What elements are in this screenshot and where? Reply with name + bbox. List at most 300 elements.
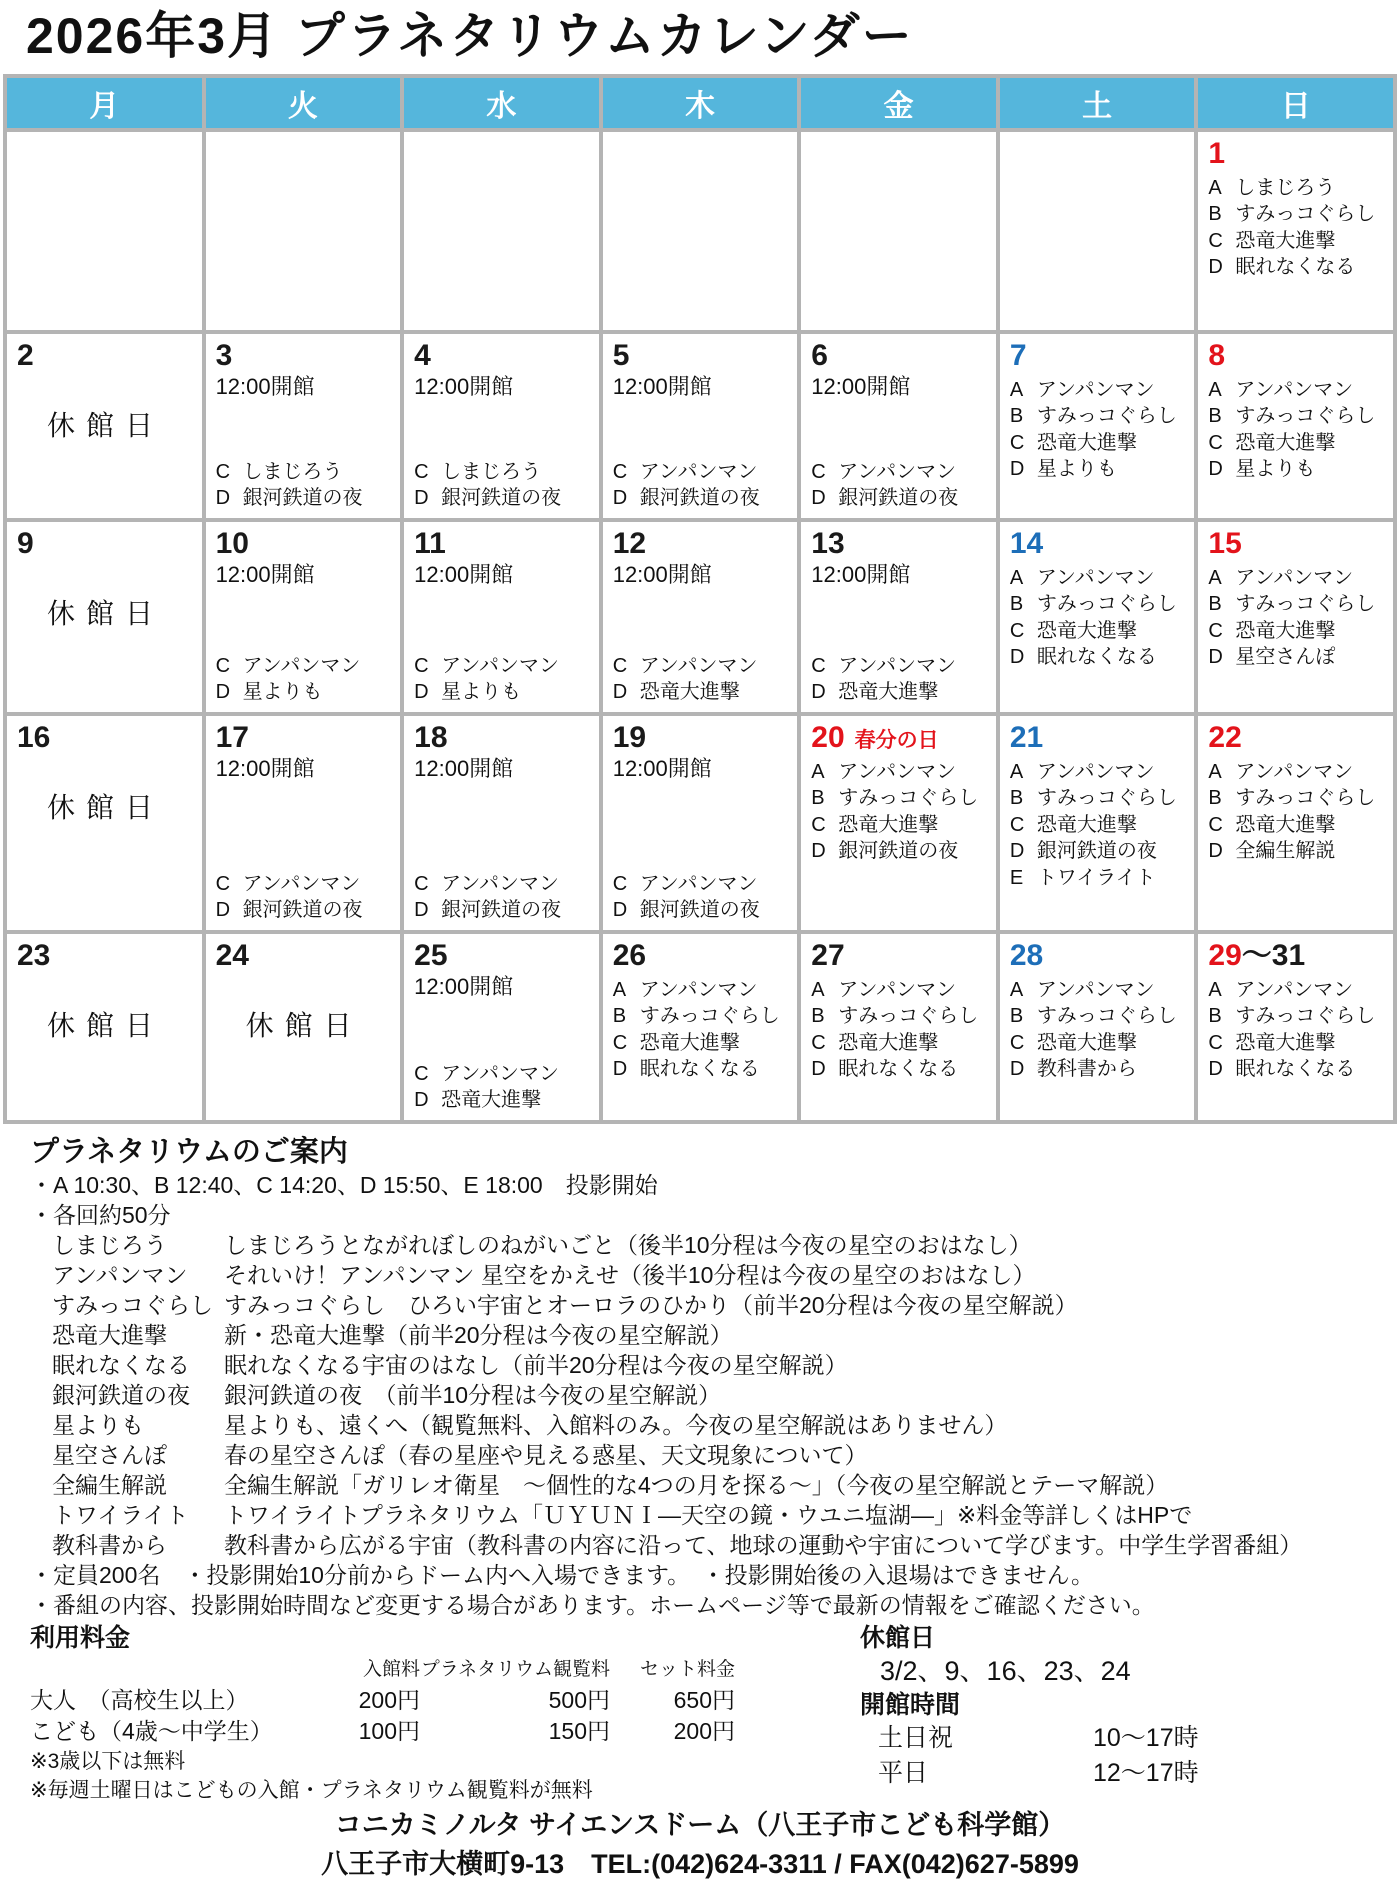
page-title: 2026年3月 プラネタリウムカレンダー <box>26 8 914 64</box>
program-list <box>613 653 792 706</box>
open-time-label: 12:00開館 <box>414 374 514 400</box>
program-code: C <box>1208 431 1223 454</box>
day-cell-6 <box>801 334 996 518</box>
day-number <box>216 339 395 373</box>
program-line <box>414 485 593 511</box>
program-code: D <box>811 840 826 863</box>
fee-value: 650円 <box>673 1686 735 1713</box>
program-line <box>613 897 792 923</box>
program-name: 恐竜大進撃 <box>838 681 939 704</box>
program-code: D <box>1009 1058 1025 1081</box>
program-name: アンパンマン <box>838 654 957 677</box>
program-code: C <box>1208 1031 1223 1054</box>
day-number <box>613 339 792 373</box>
program-list <box>811 759 990 865</box>
program-name: アンパンマン <box>838 979 957 1002</box>
program-name: アンパンマン <box>838 761 957 784</box>
program-description-name: 恐竜大進撃 <box>52 1321 167 1348</box>
program-code: B <box>1208 405 1222 428</box>
day-cell-12 <box>603 522 798 712</box>
program-name: 銀河鉄道の夜 <box>639 899 760 922</box>
program-line <box>811 1003 990 1029</box>
program-name: アンパンマン <box>1036 979 1155 1002</box>
open-time-label: 12:00開館 <box>612 756 712 782</box>
program-line <box>1208 430 1387 456</box>
program-line <box>1208 175 1387 201</box>
program-name: 星よりも <box>1036 458 1117 481</box>
day-number-value: 3 <box>215 338 233 372</box>
program-description-name: 星空さんぽ <box>52 1441 167 1468</box>
closed-day-label: 休館日 <box>47 1010 165 1042</box>
info-heading: プラネタリウムのご案内 <box>30 1135 348 1168</box>
program-description-row <box>30 1440 1400 1470</box>
fees-heading: 利用料金 <box>30 1623 131 1652</box>
program-line <box>1010 812 1189 838</box>
open-time-label: 12:00開館 <box>811 562 911 588</box>
program-line <box>811 977 990 1003</box>
day-number <box>216 721 395 755</box>
program-description-name: 眠れなくなる <box>52 1351 190 1378</box>
program-line <box>1208 201 1387 227</box>
day-number-value: 13 <box>811 526 845 560</box>
program-code: C <box>1208 619 1223 642</box>
program-code: D <box>811 487 826 510</box>
program-code: B <box>1208 593 1222 616</box>
day-cell-8 <box>1198 334 1393 518</box>
program-code: B <box>1208 1005 1222 1028</box>
day-cell-27 <box>801 934 996 1120</box>
program-code: A <box>1009 567 1024 590</box>
day-cell-19 <box>603 716 798 930</box>
program-name: すみっコぐらし <box>639 1005 780 1028</box>
day-number <box>1010 527 1189 561</box>
program-code: C <box>414 460 429 483</box>
program-description-row <box>30 1500 1400 1530</box>
program-code: D <box>215 899 231 922</box>
program-code: C <box>414 872 429 895</box>
fee-value: 150円 <box>548 1717 610 1744</box>
program-code: C <box>414 1062 429 1085</box>
program-code: A <box>1208 979 1222 1002</box>
day-number-value: 18 <box>414 720 448 754</box>
program-line <box>613 871 792 897</box>
program-code: D <box>215 681 231 704</box>
program-code: B <box>1009 593 1024 616</box>
program-code: A <box>1208 567 1222 590</box>
closed-day-label: 休館日 <box>245 1010 363 1042</box>
program-code: A <box>1009 761 1024 784</box>
program-code: C <box>1208 813 1223 836</box>
program-code: C <box>1009 431 1025 454</box>
program-code: B <box>811 1005 825 1028</box>
program-description-row <box>30 1380 1400 1410</box>
open-time-label: 12:00開館 <box>215 756 315 782</box>
program-line <box>1208 644 1387 670</box>
program-name: 眠れなくなる <box>639 1058 760 1081</box>
program-line <box>1010 644 1189 670</box>
program-description-name: アンパンマン <box>52 1261 188 1288</box>
day-cell-26 <box>603 934 798 1120</box>
open-time-label: 12:00開館 <box>811 374 911 400</box>
program-line <box>613 1030 792 1056</box>
day-number-value: 1 <box>1208 136 1226 170</box>
day-cell-7 <box>1000 334 1195 518</box>
program-list <box>811 653 990 706</box>
program-name: 眠れなくなる <box>1235 1058 1356 1081</box>
program-name: 恐竜大進撃 <box>1036 1031 1137 1054</box>
day-cell-17 <box>206 716 401 930</box>
program-name: アンパンマン <box>639 654 758 677</box>
day-cell-4 <box>404 334 599 518</box>
day-cell-10 <box>206 522 401 712</box>
fee-column-header: セット料金 <box>639 1658 735 1680</box>
program-line <box>613 1056 792 1082</box>
program-code: D <box>414 899 429 922</box>
program-line <box>1208 254 1387 280</box>
day-number <box>613 527 792 561</box>
day-cell-3 <box>206 334 401 518</box>
day-number <box>1208 339 1387 373</box>
program-name: アンパンマン <box>639 460 758 483</box>
program-name: しまじろう <box>1235 177 1336 200</box>
program-name: すみっコぐらし <box>1036 405 1177 428</box>
program-name: アンパンマン <box>1235 567 1354 590</box>
program-line <box>216 485 395 511</box>
day-number <box>414 527 593 561</box>
day-number-value: 24 <box>215 938 249 972</box>
closed-day-label: 休館日 <box>47 410 165 442</box>
program-description-row <box>30 1410 1400 1440</box>
day-number <box>1010 721 1189 755</box>
info-notes <box>30 1560 1400 1620</box>
program-code: C <box>612 872 628 895</box>
program-line <box>811 785 990 811</box>
program-code: A <box>811 979 825 1002</box>
program-list <box>811 977 990 1083</box>
fee-notes <box>30 1747 775 1805</box>
program-list <box>613 977 792 1083</box>
program-line <box>811 485 990 511</box>
day-number-value: 21 <box>1009 720 1044 754</box>
program-name: 全編生解説 <box>1235 840 1336 863</box>
hours-rows <box>860 1721 1199 1791</box>
program-name: 銀河鉄道の夜 <box>441 899 562 922</box>
program-name: 恐竜大進撃 <box>1235 813 1336 836</box>
day-number <box>613 721 792 755</box>
closed-day-label: 休館日 <box>47 792 165 824</box>
program-name: すみっコぐらし <box>1036 1005 1177 1028</box>
program-code: B <box>1208 787 1222 810</box>
program-line <box>414 459 593 485</box>
opening-hours-label: 平日 <box>878 1758 929 1787</box>
program-description-row <box>30 1470 1400 1500</box>
program-name: 教科書から <box>1036 1058 1137 1081</box>
day-number-value: 6 <box>811 338 828 372</box>
hours-heading: 開館時間 <box>860 1690 961 1719</box>
day-cell-13 <box>801 522 996 712</box>
open-time-label: 12:00開館 <box>612 562 712 588</box>
schedule-line: ・A 10:30、B 12:40、C 14:20、D 15:50、E 18:00 投影開始 <box>30 1171 658 1198</box>
program-description-text: 春の星空さんぽ（春の星座や見える惑星、天文現象について） <box>224 1441 868 1468</box>
program-line <box>216 459 395 485</box>
program-list <box>216 871 395 924</box>
program-code: C <box>811 460 826 483</box>
day-number <box>811 339 990 373</box>
program-line <box>1010 377 1189 403</box>
program-code: B <box>811 787 825 810</box>
program-line <box>613 977 792 1003</box>
program-code: D <box>1208 458 1223 481</box>
day-cell-15 <box>1198 522 1393 712</box>
footer <box>0 1807 1400 1880</box>
day-number <box>17 527 196 561</box>
program-name: 恐竜大進撃 <box>1235 619 1336 642</box>
program-name: 銀河鉄道の夜 <box>1036 840 1157 863</box>
program-code: A <box>1009 379 1024 402</box>
program-code: D <box>612 899 628 922</box>
program-code: A <box>1208 761 1222 784</box>
day-number <box>811 527 990 561</box>
program-code: C <box>811 1031 826 1054</box>
program-code: D <box>1009 840 1025 863</box>
program-list <box>216 459 395 512</box>
open-time-label: 12:00開館 <box>414 562 514 588</box>
program-list <box>1010 759 1189 891</box>
program-name: 銀河鉄道の夜 <box>441 487 562 510</box>
program-name: 恐竜大進撃 <box>1235 229 1336 252</box>
day-cell-29 <box>1198 934 1393 1120</box>
program-code: D <box>612 487 628 510</box>
program-line <box>1010 430 1189 456</box>
program-name: 恐竜大進撃 <box>1036 619 1137 642</box>
program-line <box>1010 785 1189 811</box>
weekday-header-水: 水 <box>404 78 599 128</box>
program-line <box>1208 377 1387 403</box>
program-list <box>1208 759 1387 865</box>
program-name: すみっコぐらし <box>1235 405 1376 428</box>
program-name: しまじろう <box>441 460 542 483</box>
fee-row-label: 大人 （高校生以上） <box>30 1686 249 1713</box>
program-list <box>414 871 593 924</box>
program-description-row <box>30 1290 1400 1320</box>
day-cell-2 <box>7 334 202 518</box>
program-line <box>1208 403 1387 429</box>
empty-day-cell <box>603 132 798 330</box>
program-list <box>613 871 792 924</box>
program-description-name: トワイライト <box>52 1501 189 1528</box>
program-code: C <box>811 654 826 677</box>
program-line <box>1208 812 1387 838</box>
program-name: 恐竜大進撃 <box>1235 1031 1336 1054</box>
day-number-value: 15 <box>1208 526 1242 560</box>
program-name: アンパンマン <box>441 872 559 895</box>
day-number <box>613 939 792 973</box>
program-list <box>1010 977 1189 1083</box>
program-code: D <box>215 487 231 510</box>
program-line <box>216 653 395 679</box>
program-name: アンパンマン <box>441 1062 559 1085</box>
program-line <box>811 653 990 679</box>
day-number <box>17 339 196 373</box>
day-cell-21 <box>1000 716 1195 930</box>
program-name: アンパンマン <box>838 460 957 483</box>
program-line <box>613 679 792 705</box>
program-name: アンパンマン <box>1036 379 1155 402</box>
empty-day-cell <box>7 132 202 330</box>
program-name: 銀河鉄道の夜 <box>838 840 959 863</box>
day-cell-5 <box>603 334 798 518</box>
open-time-label: 12:00開館 <box>612 374 712 400</box>
program-list <box>613 459 792 512</box>
facility-name: コニカミノルタ サイエンスドーム（八王子市こども科学館） <box>334 1809 1066 1840</box>
hours-block <box>860 1622 1199 1805</box>
day-cell-14 <box>1000 522 1195 712</box>
program-line <box>1010 565 1189 591</box>
program-line <box>1010 977 1189 1003</box>
day-number-value: 26 <box>612 938 647 972</box>
program-name: アンパンマン <box>639 872 758 895</box>
day-number <box>17 939 196 973</box>
program-code: C <box>215 460 231 483</box>
program-name: アンパンマン <box>1235 379 1354 402</box>
program-description-name: 全編生解説 <box>52 1471 167 1498</box>
program-description-text: 全編生解説「ガリレオ衛星 ～個性的な4つの月を探る～」（今夜の星空解説とテーマ解説） <box>224 1471 1169 1498</box>
fee-note-line: ※毎週土曜日はこどもの入館・プラネタリウム観覧料が無料 <box>30 1778 593 1802</box>
program-line <box>1208 591 1387 617</box>
day-number <box>414 339 593 373</box>
day-number <box>811 939 990 973</box>
empty-day-cell <box>206 132 401 330</box>
day-number-value: 8 <box>1208 338 1226 372</box>
day-number-value: 28 <box>1009 938 1044 972</box>
program-code: B <box>1208 203 1222 226</box>
program-code: C <box>612 1031 628 1054</box>
day-cell-28 <box>1000 934 1195 1120</box>
program-name: 恐竜大進撃 <box>639 681 740 704</box>
fees-block <box>30 1622 775 1805</box>
duration-line: ・各回約50分 <box>30 1201 171 1228</box>
program-code: B <box>1009 405 1024 428</box>
day-number-value: 7 <box>1009 338 1027 372</box>
program-description-text: 教科書から広がる宇宙（教科書の内容に沿って、地球の運動や宇宙について学びます。中学生学習番組） <box>224 1531 1303 1558</box>
program-line <box>1208 456 1387 482</box>
program-name: すみっコぐらし <box>1235 203 1376 226</box>
program-line <box>811 812 990 838</box>
day-number-value: 23 <box>17 938 51 972</box>
day-number-value: 12 <box>612 526 647 560</box>
program-name: 星よりも <box>441 681 522 704</box>
program-list <box>811 459 990 512</box>
day-number-value: 22 <box>1208 720 1242 754</box>
day-number <box>17 721 196 755</box>
program-line <box>1010 618 1189 644</box>
program-code: C <box>612 460 628 483</box>
program-line <box>414 679 593 705</box>
program-line <box>811 1030 990 1056</box>
day-number-value: 16 <box>17 720 51 754</box>
program-line <box>811 679 990 705</box>
program-name: 恐竜大進撃 <box>1036 431 1137 454</box>
program-name: 恐竜大進撃 <box>838 813 939 836</box>
fee-note-line: ※3歳以下は無料 <box>30 1749 186 1773</box>
day-cell-11 <box>404 522 599 712</box>
program-list <box>1208 565 1387 671</box>
day-cell-25 <box>404 934 599 1120</box>
program-line <box>811 759 990 785</box>
day-number <box>1208 939 1387 973</box>
program-code: D <box>1208 646 1223 669</box>
program-name: すみっコぐらし <box>1036 787 1177 810</box>
program-name: アンパンマン <box>242 654 361 677</box>
program-line <box>414 871 593 897</box>
day-number <box>1208 527 1387 561</box>
program-list <box>1208 977 1387 1083</box>
program-line <box>1010 403 1189 429</box>
day-number-value: 29 <box>1208 938 1242 972</box>
program-line <box>414 1087 593 1113</box>
day-number-suffix: ～31 <box>1241 938 1306 972</box>
program-line <box>1208 1056 1387 1082</box>
day-cell-22 <box>1198 716 1393 930</box>
day-number-value: 5 <box>612 338 630 372</box>
program-description-row <box>30 1260 1400 1290</box>
day-number-value: 11 <box>414 526 446 560</box>
program-code: A <box>811 761 825 784</box>
program-line <box>1208 1030 1387 1056</box>
closed-days-list: 3/2、9、16、23、24 <box>880 1655 1131 1686</box>
weekday-header-日: 日 <box>1198 78 1393 128</box>
program-code: E <box>1009 866 1024 889</box>
program-code: D <box>1009 646 1025 669</box>
program-line <box>1010 456 1189 482</box>
program-code: D <box>811 1058 826 1081</box>
program-line <box>1208 228 1387 254</box>
day-number-value: 17 <box>215 720 249 754</box>
program-name: すみっコぐらし <box>838 1005 979 1028</box>
program-code: B <box>1009 1005 1024 1028</box>
program-description-row <box>30 1320 1400 1350</box>
program-list <box>1010 565 1189 671</box>
program-line <box>811 459 990 485</box>
day-number <box>216 939 395 973</box>
program-code: C <box>414 654 429 677</box>
program-line <box>811 838 990 864</box>
program-name: 恐竜大進撃 <box>838 1031 939 1054</box>
program-line <box>1010 838 1189 864</box>
day-number-value: 9 <box>17 526 34 560</box>
day-number-value: 27 <box>811 938 845 972</box>
opening-hours-value: 10～17時 <box>1093 1723 1199 1752</box>
fee-row-label: こども（4歳～中学生） <box>30 1717 273 1744</box>
program-description-row <box>30 1530 1400 1560</box>
program-code: C <box>1208 229 1223 252</box>
day-number <box>1010 339 1189 373</box>
program-line <box>1208 977 1387 1003</box>
program-code: A <box>1009 979 1024 1002</box>
program-code: C <box>1009 1031 1025 1054</box>
program-description-name: しまじろう <box>52 1231 167 1258</box>
program-name: アンパンマン <box>1036 567 1155 590</box>
program-line <box>414 1061 593 1087</box>
program-code: D <box>612 681 628 704</box>
open-time-label: 12:00開館 <box>414 756 514 782</box>
program-name: アンパンマン <box>242 872 361 895</box>
day-number <box>414 939 593 973</box>
program-line <box>1208 785 1387 811</box>
program-name: アンパンマン <box>1235 761 1354 784</box>
bottom-section <box>0 1622 1400 1805</box>
program-description-text: 銀河鉄道の夜 （前半10分程は今夜の星空解説） <box>224 1381 722 1408</box>
